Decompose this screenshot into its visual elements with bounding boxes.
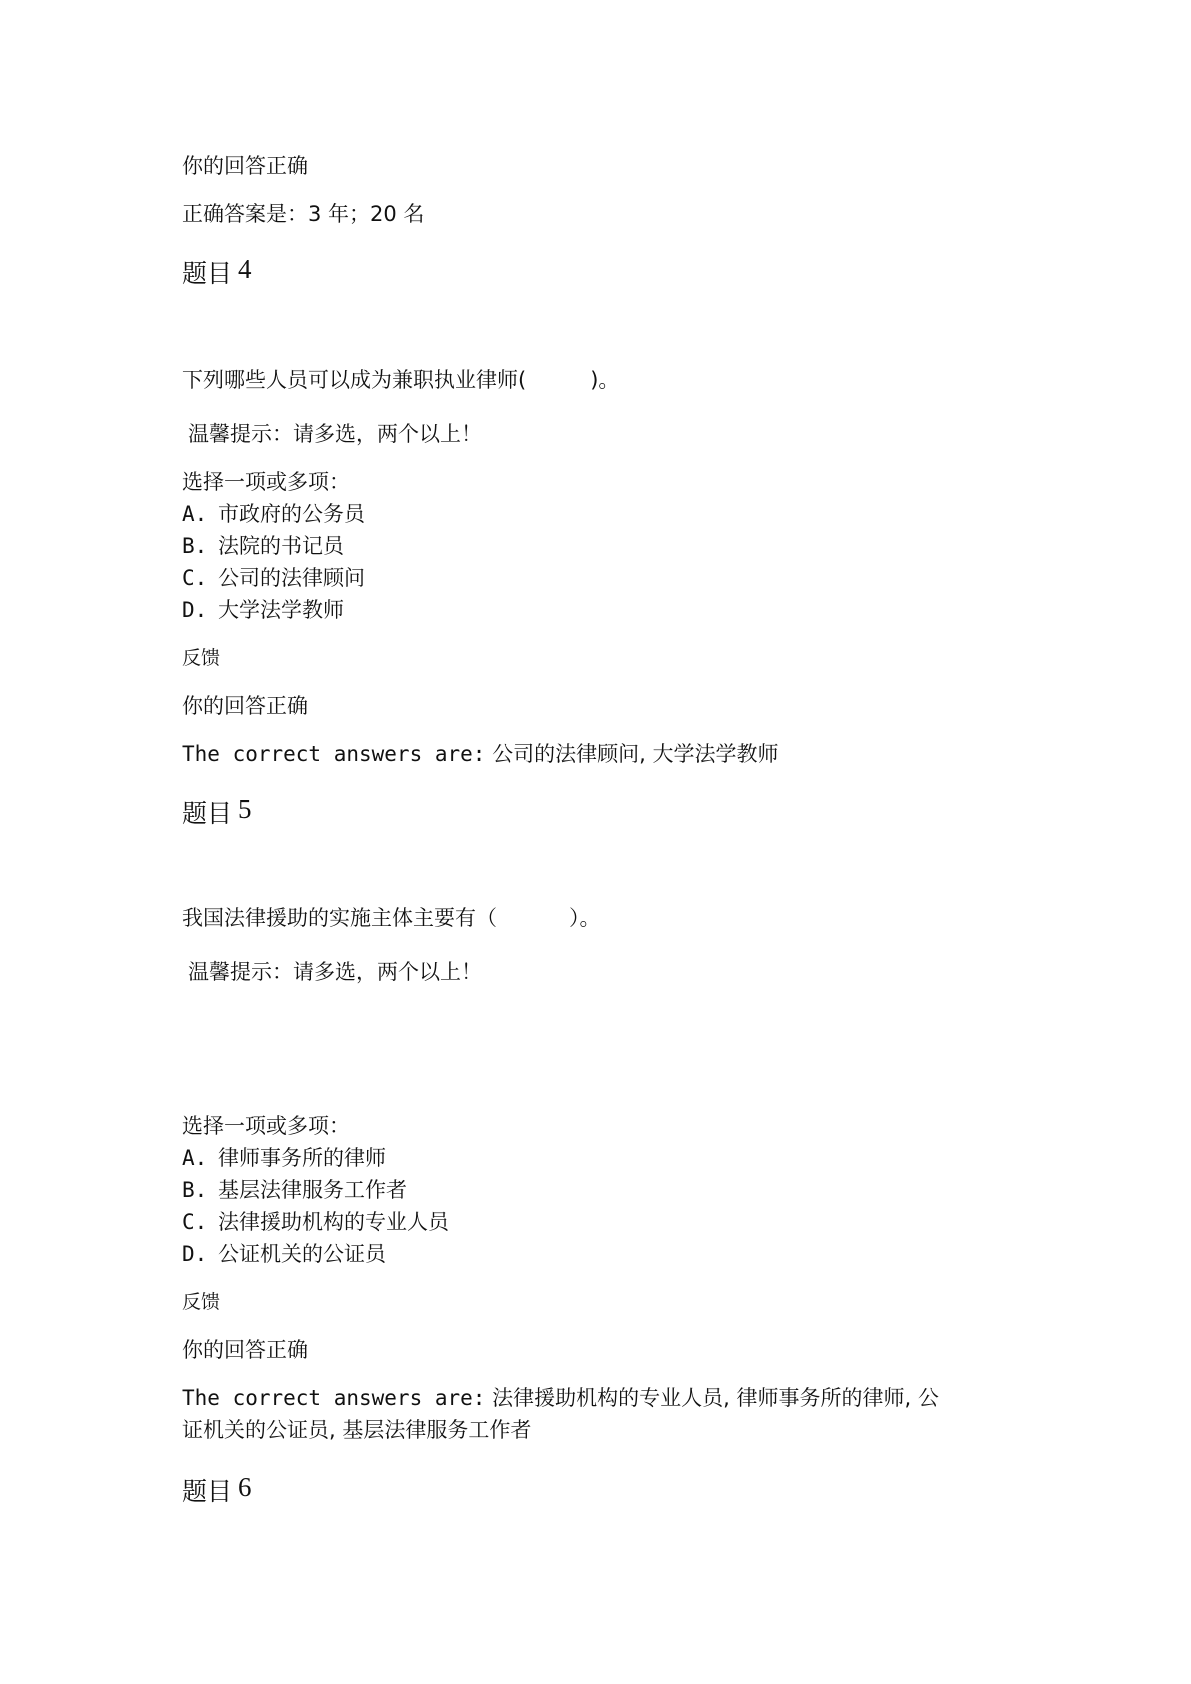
q5-correct-answer-line2: 证机关的公证员, 基层法律服务工作者 (182, 1418, 532, 1442)
q4-answer-value: 公司的法律顾问, 大学法学教师 (492, 742, 779, 766)
q6-heading (182, 1474, 252, 1509)
prev-result: 你的回答正确 (182, 154, 308, 178)
q5-heading-number: 5 (238, 794, 252, 824)
q4-option-c-letter: C. (182, 566, 208, 590)
q4-option-b-letter: B. (182, 534, 208, 558)
q5-stem-end: ）。 (569, 906, 601, 930)
q5-option-b-text: 基层法律服务工作者 (218, 1178, 407, 1202)
q4-option-c[interactable] (182, 564, 365, 592)
q5-tip: 温馨提示：请多选，两个以上！ (188, 960, 482, 984)
q4-option-b-text: 法院的书记员 (218, 534, 344, 558)
q6-heading-label: 题目 (182, 1477, 233, 1506)
prev-correct-answer (182, 200, 424, 228)
q4-select-prompt: 选择一项或多项： (182, 470, 350, 494)
q5-option-c-text: 法律援助机构的专业人员 (218, 1210, 449, 1234)
q4-stem-text: 下列哪些人员可以成为兼职执业律师( (182, 368, 527, 392)
q4-correct-answer (182, 740, 778, 768)
q5-stem (182, 904, 601, 932)
q5-answer-prefix: The correct answers are: (182, 1386, 486, 1410)
q5-correct-answer-line1 (182, 1384, 939, 1412)
q5-stem-text: 我国法律援助的实施主体主要有（ (182, 906, 497, 930)
prev-answer-prefix: 正确答案是： (182, 202, 308, 226)
q4-stem (182, 366, 619, 394)
q4-option-d-letter: D. (182, 598, 208, 622)
q4-feedback-label: 反馈 (182, 647, 221, 669)
prev-answer-value: 3 年；20 名 (308, 202, 425, 226)
q5-heading-label: 题目 (182, 799, 233, 828)
q5-option-b[interactable] (182, 1176, 407, 1204)
q4-option-b[interactable] (182, 532, 344, 560)
q5-option-a[interactable] (182, 1144, 386, 1172)
q4-option-a[interactable] (182, 500, 365, 528)
q5-option-a-text: 律师事务所的律师 (218, 1146, 386, 1170)
q4-option-d[interactable] (182, 596, 344, 624)
q5-select-prompt: 选择一项或多项： (182, 1114, 350, 1138)
q4-tip: 温馨提示：请多选，两个以上！ (188, 422, 482, 446)
q5-result: 你的回答正确 (182, 1338, 308, 1362)
q5-option-c[interactable] (182, 1208, 449, 1236)
q6-heading-number: 6 (238, 1472, 252, 1502)
q4-option-a-text: 市政府的公务员 (218, 502, 365, 526)
q4-option-c-text: 公司的法律顾问 (218, 566, 365, 590)
q5-option-d-letter: D. (182, 1242, 208, 1266)
q4-option-a-letter: A. (182, 502, 208, 526)
q5-option-c-letter: C. (182, 1210, 208, 1234)
q5-option-d-text: 公证机关的公证员 (218, 1242, 386, 1266)
q5-feedback-label: 反馈 (182, 1291, 221, 1313)
q5-option-a-letter: A. (182, 1146, 208, 1170)
q4-heading (182, 256, 252, 291)
q5-option-d[interactable] (182, 1240, 386, 1268)
q4-result: 你的回答正确 (182, 694, 308, 718)
q5-answer-value-line1: 法律援助机构的专业人员, 律师事务所的律师, 公 (492, 1386, 939, 1410)
q4-answer-prefix: The correct answers are: (182, 742, 486, 766)
q4-heading-label: 题目 (182, 259, 233, 288)
q4-stem-end: )。 (590, 368, 620, 392)
q4-heading-number: 4 (238, 254, 252, 284)
q4-option-d-text: 大学法学教师 (218, 598, 344, 622)
q5-option-b-letter: B. (182, 1178, 208, 1202)
q5-heading (182, 796, 252, 831)
